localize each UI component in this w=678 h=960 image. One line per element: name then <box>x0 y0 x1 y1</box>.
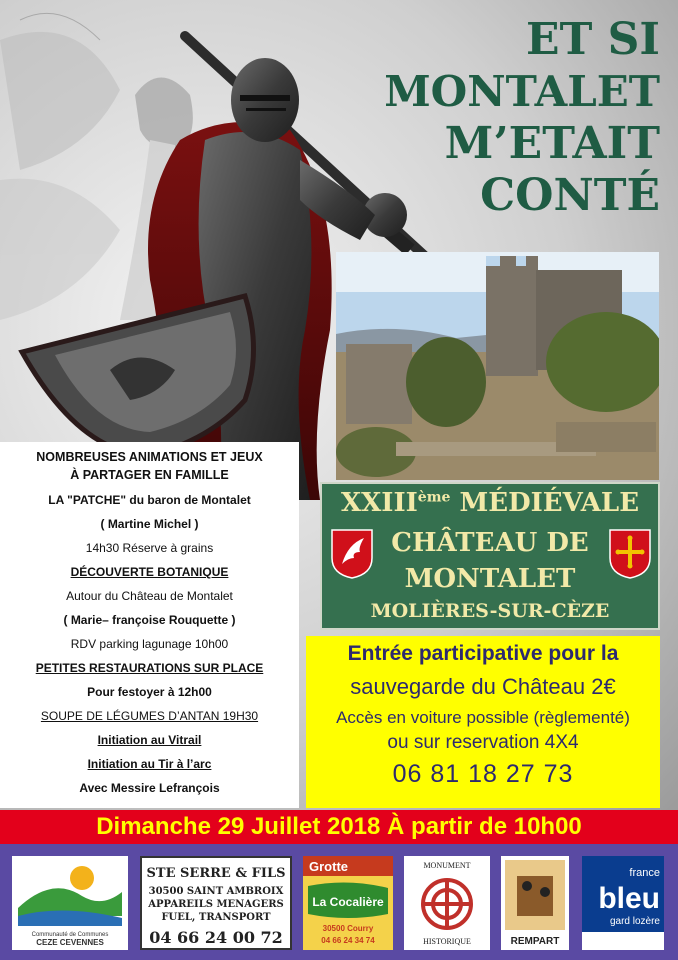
fairy-wings <box>0 13 120 320</box>
ste-details: 30500 SAINT AMBROIX APPAREILS MENAGERS FUEL, TRANSPORT <box>148 886 284 923</box>
sponsor-rempart <box>501 856 569 950</box>
program-line-8: ( Marie– françoise Rouquette ) <box>63 613 236 627</box>
program-line-9: RDV parking lagunage 10h00 <box>70 637 229 651</box>
poster-title <box>330 14 660 222</box>
entry-line-1: Entrée participative pour la <box>347 642 619 665</box>
entry-line-3: Accès en voiture possible (règlementé) <box>336 708 630 727</box>
program-line-2: À PARTAGER EN FAMILLE <box>70 468 229 482</box>
program-line-5: 14h30 Réserve à grains <box>85 541 214 555</box>
monument-historique-logo-icon <box>404 856 490 950</box>
event-banner <box>320 482 660 630</box>
svg-text:bleu: bleu <box>598 882 660 915</box>
sponsor-france-bleu <box>582 856 664 950</box>
title-line-2: MONTALET <box>384 67 660 116</box>
svg-text:MONUMENT: MONUMENT <box>423 861 471 870</box>
svg-text:HISTORIQUE: HISTORIQUE <box>423 937 471 946</box>
event-date-bar: Dimanche 29 Juillet 2018 À partir de 10h00 <box>0 810 678 844</box>
grotte-logo-icon <box>303 856 393 950</box>
program-line-10: PETITES RESTAURATIONS SUR PLACE <box>35 661 264 675</box>
program-line-14: Initiation au Tir à l’arc <box>87 757 212 771</box>
ste-name: STE SERRE & FILS <box>146 866 286 881</box>
rempart-logo-icon <box>501 856 569 950</box>
banner-line-3: MONTALET <box>404 564 576 594</box>
knight-helmet <box>231 58 299 142</box>
program-box <box>0 442 299 808</box>
entry-line-2: sauvegarde du Château 2€ <box>350 674 616 699</box>
svg-text:La Cocalière: La Cocalière <box>312 895 384 909</box>
program-line-13: Initiation au Vitrail <box>97 733 202 747</box>
sponsors-strip <box>0 844 678 960</box>
program-line-12: SOUPE DE LÉGUMES D’ANTAN 19H30 <box>40 709 259 723</box>
castle-photo <box>336 252 659 480</box>
banner-edition: XXIIIème MÉDIÉVALE <box>340 488 640 518</box>
program-line-3: LA "PATCHE" du baron de Montalet <box>48 493 251 507</box>
sponsor-grotte-cocaliere <box>303 856 393 950</box>
entry-info-box <box>306 636 660 808</box>
program-line-15: Avec Messire Lefrançois <box>79 781 220 795</box>
title-line-1: ET SI <box>526 14 660 65</box>
svg-text:Communauté de Communes: Communauté de Communes <box>31 932 109 938</box>
entry-phone: 06 81 18 27 73 <box>392 760 574 788</box>
svg-text:04 66 24 34 74: 04 66 24 34 74 <box>321 936 375 945</box>
title-line-3: M’ETAIT <box>444 118 660 169</box>
wing-crest-icon <box>330 528 374 580</box>
svg-text:gard lozère: gard lozère <box>609 916 660 927</box>
ste-phone: 04 66 24 00 72 <box>149 928 283 947</box>
program-line-7: Autour du Château de Montalet <box>66 589 233 603</box>
program-line-6: DÉCOUVERTE BOTANIQUE <box>70 565 229 579</box>
occitan-cross-icon <box>608 528 652 580</box>
program-line-4: ( Martine Michel ) <box>100 517 199 531</box>
svg-text:30500 Courry: 30500 Courry <box>322 924 374 933</box>
title-line-4: CONTÉ <box>480 170 660 221</box>
ceze-cevennes-logo-icon <box>12 856 128 950</box>
france-bleu-logo-icon <box>582 856 664 950</box>
banner-line-4: MOLIÈRES-SUR-CÈZE <box>370 600 610 622</box>
svg-text:Grotte: Grotte <box>309 859 348 874</box>
svg-text:CEZE CEVENNES: CEZE CEVENNES <box>36 938 104 947</box>
program-line-1: NOMBREUSES ANIMATIONS ET JEUX <box>36 450 263 464</box>
banner-line-2: CHÂTEAU DE <box>391 528 589 558</box>
svg-text:REMPART: REMPART <box>510 936 560 947</box>
sponsor-monument-historique <box>404 856 490 950</box>
sponsor-ceze-cevennes <box>12 856 128 950</box>
entry-line-4: ou sur reservation 4X4 <box>387 732 579 753</box>
sponsor-ste-serre <box>140 856 292 950</box>
program-line-11: Pour festoyer à 12h00 <box>87 685 212 699</box>
svg-text:france: france <box>629 867 660 879</box>
